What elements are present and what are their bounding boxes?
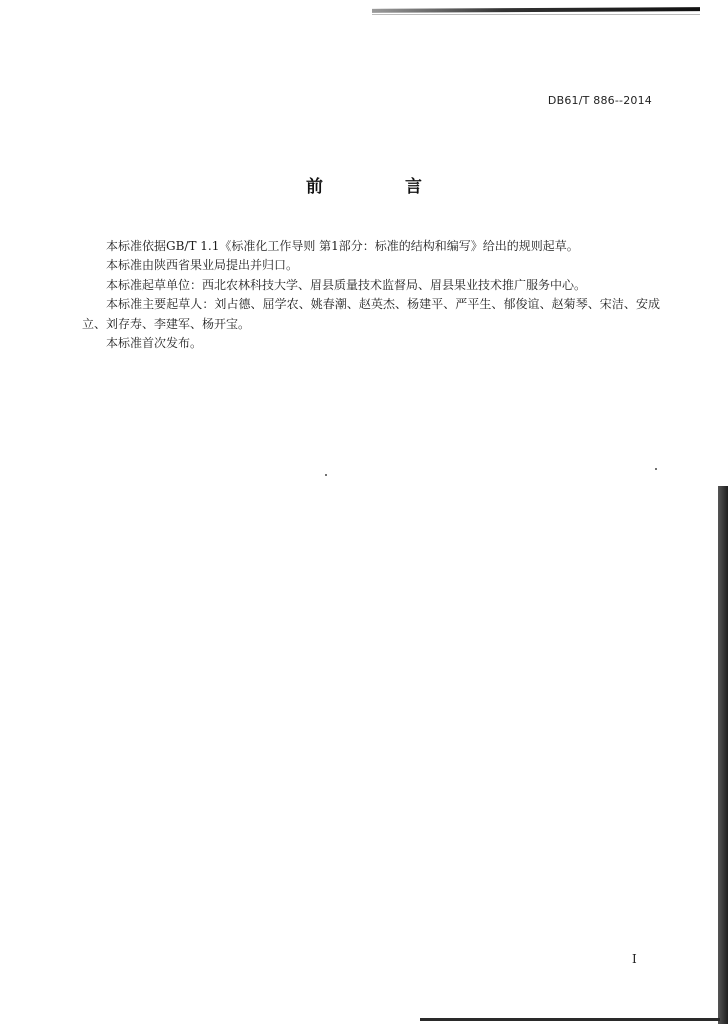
scan-border-right (718, 486, 728, 1024)
page-title: 前 言 (306, 177, 460, 197)
paragraph-drafting-basis: 本标准依据GB/T 1.1《标准化工作导则 第1部分：标准的结构和编写》给出的规则起草。 (106, 239, 579, 253)
foreword-body (82, 237, 660, 353)
scan-border-top-line (372, 14, 700, 15)
paragraph-first-release: 本标准首次发布。 (106, 336, 203, 351)
scan-border-bottom (420, 1018, 720, 1021)
scan-speck (325, 474, 327, 476)
page-number: I (632, 952, 637, 966)
scan-speck (655, 468, 657, 470)
scan-border-top (372, 7, 700, 13)
paragraph-proposer: 本标准由陕西省果业局提出并归口。 (106, 258, 299, 273)
paragraph-drafters: 本标准主要起草人：刘占德、屈学农、姚春潮、赵英杰、杨建平、严平生、郁俊谊、赵菊琴、宋洁、安成立、刘存寿、李建军、杨开宝。 (82, 297, 660, 331)
document-code: DB61/T 886--2014 (547, 94, 652, 107)
paragraph-drafting-units: 本标准起草单位：西北农林科技大学、眉县质量技术监督局、眉县果业技术推广服务中心。 (106, 277, 587, 292)
